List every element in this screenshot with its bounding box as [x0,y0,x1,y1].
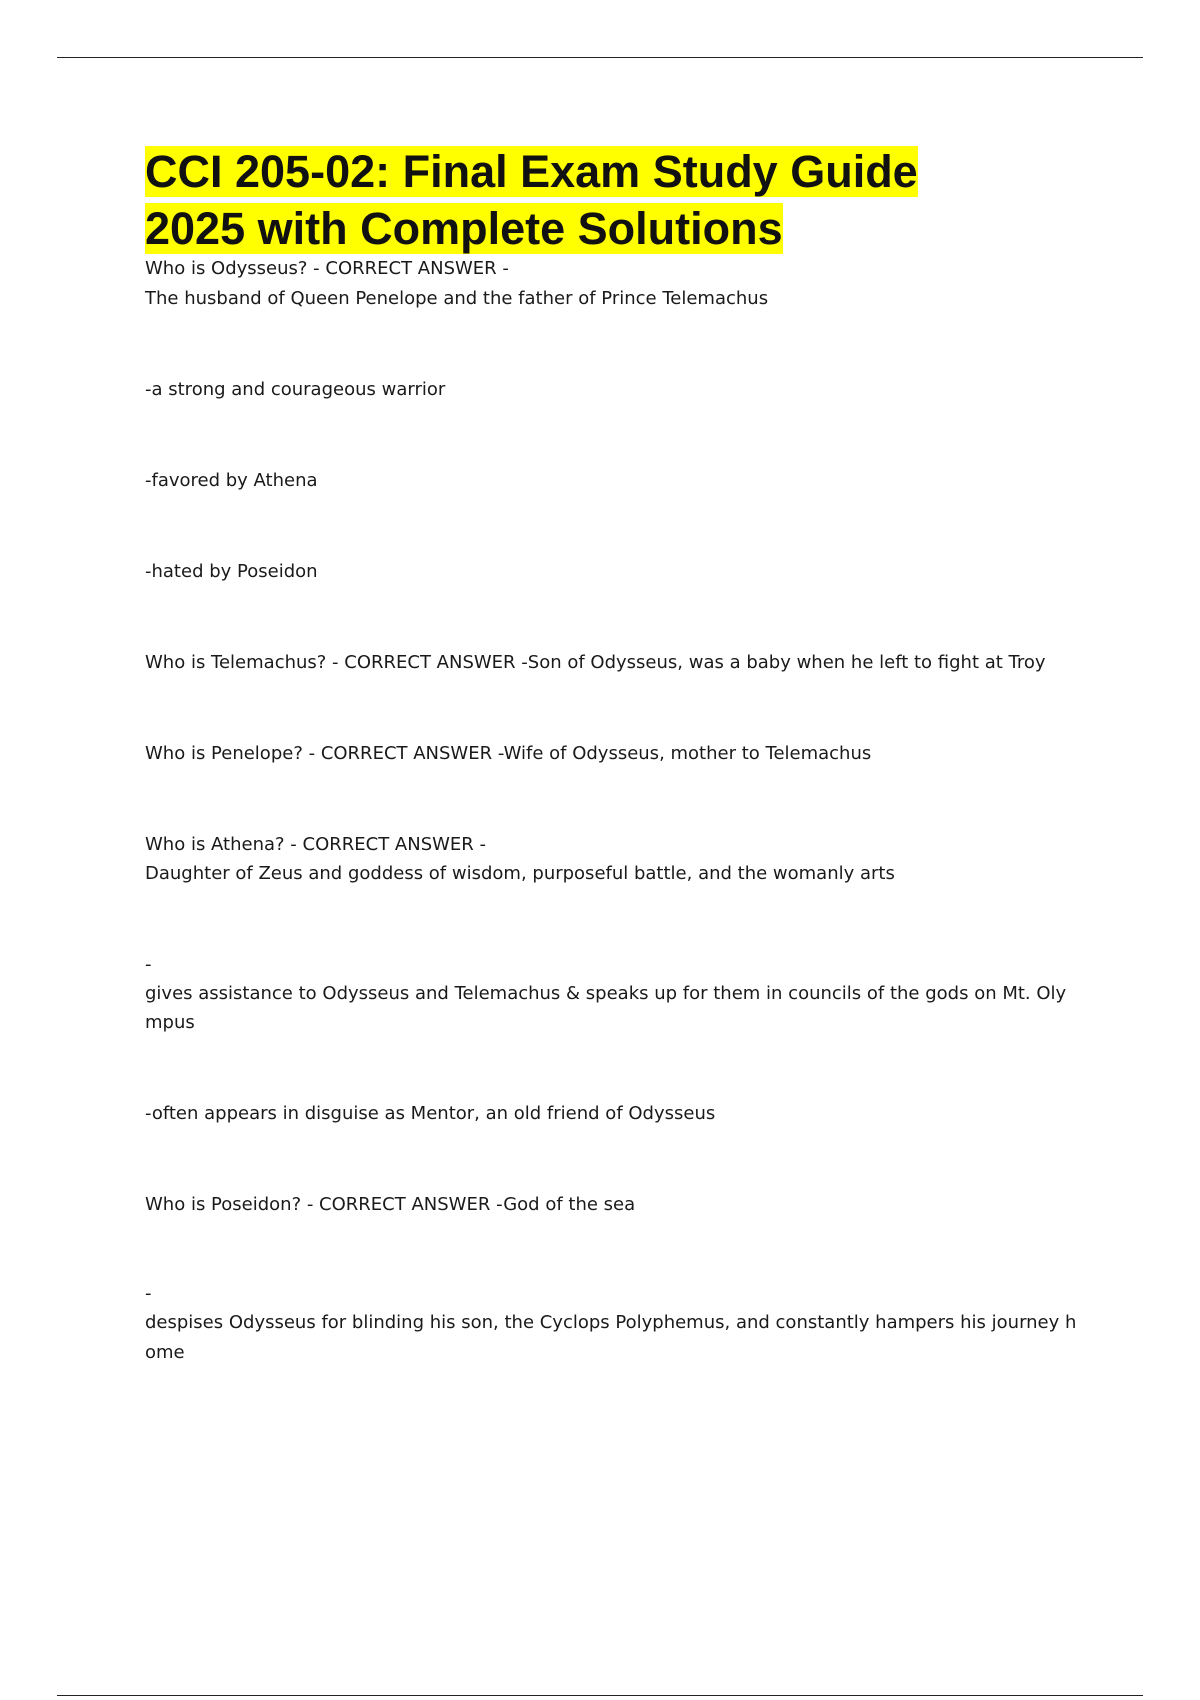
question-odysseus: Who is Odysseus? - CORRECT ANSWER - [145,258,509,279]
document-title [145,143,918,257]
answer-athena-daughter: Daughter of Zeus and goddess of wisdom, purposeful battle, and the womanly arts [145,863,895,884]
answer-athena-assistance-cont: mpus [145,1012,195,1033]
title-line-1: CCI 205-02: Final Exam Study Guide [145,146,918,197]
bottom-divider [57,1695,1143,1696]
question-telemachus: Who is Telemachus? - CORRECT ANSWER -Son of Odysseus, was a baby when he left to fight at Troy [145,652,1046,673]
answer-odysseus-husband: The husband of Queen Penelope and the father of Prince Telemachus [145,288,769,309]
question-athena: Who is Athena? - CORRECT ANSWER - [145,834,487,855]
answer-athena-mentor: -often appears in disguise as Mentor, an old friend of Odysseus [145,1103,716,1124]
answer-poseidon-despises-cont: ome [145,1342,185,1363]
answer-athena-dash: - [145,954,152,975]
question-poseidon: Who is Poseidon? - CORRECT ANSWER -God of the sea [145,1194,636,1215]
answer-odysseus-warrior: -a strong and courageous warrior [145,379,446,400]
answer-odysseus-athena: -favored by Athena [145,470,318,491]
top-divider [57,57,1143,58]
answer-athena-assistance: gives assistance to Odysseus and Telemachus & speaks up for them in councils of the gods on Mt. Oly [145,983,1067,1004]
question-penelope: Who is Penelope? - CORRECT ANSWER -Wife of Odysseus, mother to Telemachus [145,743,872,764]
answer-odysseus-poseidon: -hated by Poseidon [145,561,318,582]
title-line-2: 2025 with Complete Solutions [145,203,783,254]
answer-poseidon-despises: despises Odysseus for blinding his son, the Cyclops Polyphemus, and constantly hampers his journey h [145,1312,1077,1333]
answer-poseidon-dash: - [145,1283,152,1304]
